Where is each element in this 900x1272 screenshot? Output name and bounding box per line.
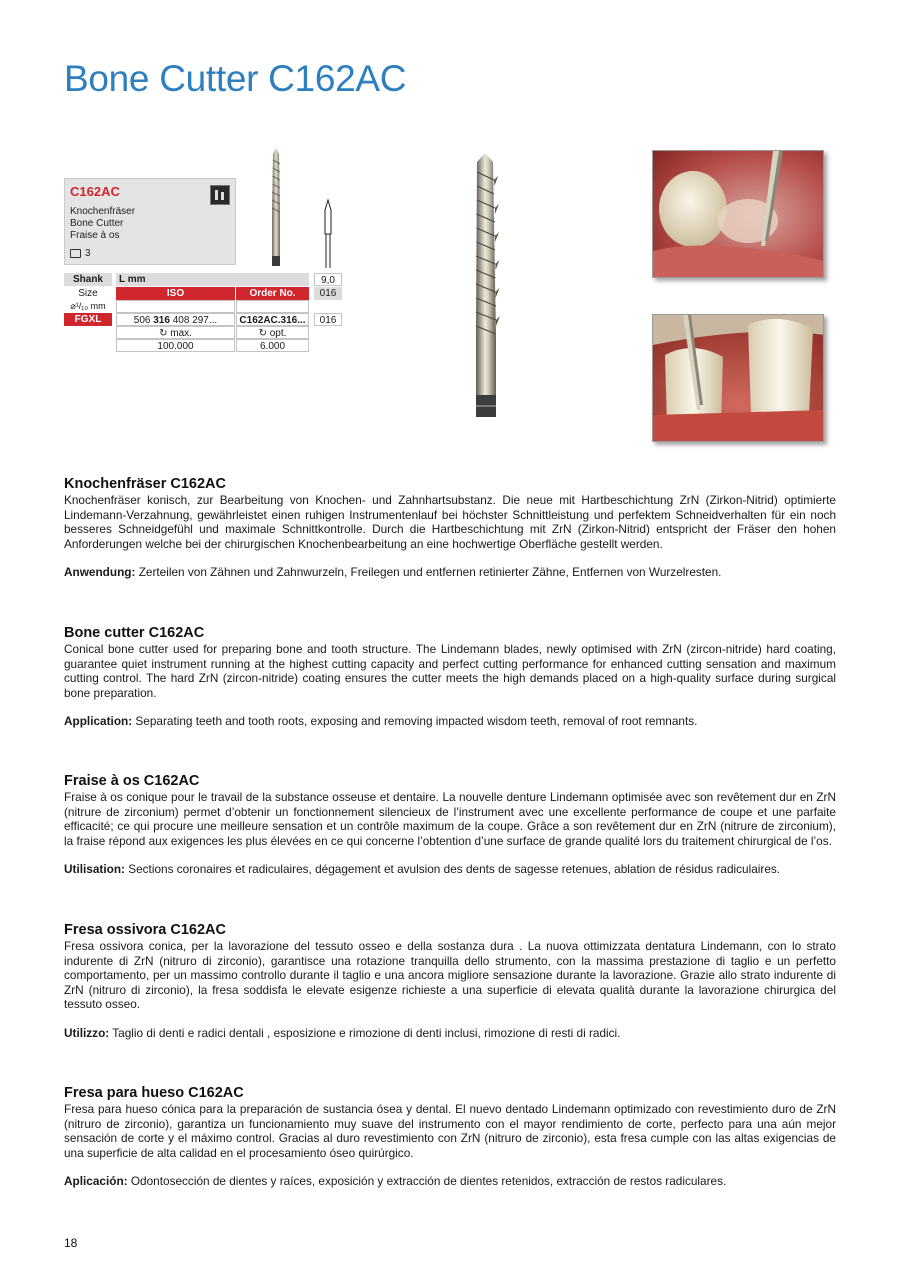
bur-image-large (460, 150, 510, 420)
product-card (64, 178, 236, 265)
section-body: Fresa para hueso cónica para la preparación de sustancia ósea y dental. El nuevo dentado Lindemann optimizado con revestimiento duro de ZrN (nitruro de zirconio), garantiza un funcionamiento muy suave del instrumento con el mayor rendimiento de corte, perfecto para una aún mejor sensación de corte y el máximo control. Gracias al duro revestimiento con ZrN (nitruro de zirconio), esta fresa cumple con las altas exigencias de una superficie de alta calidad en el procesamiento óseo quirúrgico. (64, 1102, 836, 1160)
iso-number: 506 316 408 297... (116, 313, 235, 326)
size-value: 016 (314, 287, 342, 300)
section-usage: Utilisation: Sections coronaires et radiculaires, dégagement et avulsion des dents de sagesse retenues, ablation de résidus radiculaires. (64, 862, 781, 877)
max-speed-label: ↻ max. (116, 326, 235, 339)
iso-header: ISO (116, 287, 235, 300)
product-name-en: Bone Cutter (70, 218, 124, 229)
section-usage: Aplicación: Odontosección de dientes y raíces, exposición y extracción de dientes retenidos, extracción de restos radiculares. (64, 1174, 727, 1189)
bur-image-small (264, 146, 288, 268)
section-heading: Fresa ossivora C162AC (64, 922, 226, 938)
lmm-value: 9,0 (314, 273, 342, 286)
section-body: Fraise à os conique pour le travail de la substance osseuse et dentaire. La nouvelle denture Lindemann optimisée avec son revêtement dur en ZrN (nitrure de zirconium) permet d’obtenir un fonctionnement silencieux de l’instrument avec une excellente performance de coupe et une parfaite efficacité; ce qui procure une meilleure sensation et un contrôle maximum de la coupe. Grâce a son revêtement dur en ZrN (nitrure de zirconium), la fraise répond aux exigences les plus élevées en ce qui concerne l’obtention d’une surface de grande qualité lors du traitement chirurgical de l’os. (64, 790, 836, 848)
product-name-fr: Fraise à os (70, 230, 120, 241)
section-en (64, 625, 836, 729)
bur-outline-drawing (320, 198, 336, 270)
max-speed-value: 100.000 (116, 339, 235, 352)
section-usage: Utilizzo: Taglio di denti e radici dentali , esposizione e rimozione di denti inclusi, rimozione di resti di radici. (64, 1025, 621, 1040)
section-heading: Knochenfräser C162AC (64, 476, 226, 492)
section-body: Fresa ossivora conica, per la lavorazione del tessuto osseo e della sostanza dura . La nuova ottimizzata dentatura Lindemann, con lo strato indurente di ZrN (nitruro di zirconio), garantisce una rotazione tranquilla dello strumento, con la massima prestazione di taglio e un perfetto comportamento, per un massimo controllo durante il taglio e una ancora migliore sensazione durante la lavorazione. Grazie allo strato indurente di ZrN (nitruro di zirconio), la fresa soddisfa le elevate esigenze richieste a una superficie di elevata qualità durante la lavorazione chirurgica del tessuto osseo. (64, 939, 836, 1012)
section-body: Knochenfräser konisch, zur Bearbeitung von Knochen- und Zahnhartsubstanz. Die neue mit Hartbeschichtung ZrN (Zirkon-Nitrid) optimierte Lindemann-Verzahnung, gewährleistet einen ruhigen Instrumentenlauf bei höchster Schnittleistung und perfektem Schneidverhalten für ein noch besseres Schneidgefühl und maximale Schnittkontrolle. Durch die Hartbeschichtung mit ZrN (Zirkon-Nitrid) entspricht der Fräser den hohen Anforderungen welche bei der chirurgischen Knochenbearbeitung an eine hochwertige Oberfläche gestellt werden. (64, 493, 836, 551)
package-icon (70, 249, 81, 258)
section-body: Conical bone cutter used for preparing bone and tooth structure. The Lindemann blades, newly optimised with ZrN (zircon-nitride) hard coating, guarantee quiet instrument running at the highest cutting capacity and perfect cutting performance for enhanced cutting sensation and maximum cutting control. The hard ZrN (zircon-nitride) coating ensures the cutter meets the high demands placed on a high-quality surface during surgical bone preparation. (64, 642, 836, 700)
pack-info (70, 248, 91, 259)
diameter-label: ⌀¹/₁₀ mm (70, 301, 106, 311)
section-es (64, 1085, 836, 1189)
rotation-icon: ↻ (258, 328, 267, 339)
section-de (64, 476, 836, 580)
section-usage: Application: Separating teeth and tooth roots, exposing and removing impacted wisdom teeth, removal of root remnants. (64, 714, 698, 729)
diameter-value: 016 (314, 313, 342, 326)
clinical-photo-1-image (653, 151, 824, 278)
section-fr (64, 773, 836, 877)
opt-speed-value: 6.000 (236, 339, 309, 352)
shank-type: FGXL (64, 313, 112, 326)
page-title: Bone Cutter C162AC (64, 58, 407, 99)
product-name-de: Knochenfräser (70, 206, 136, 217)
section-it (64, 922, 836, 1041)
shank-label: Shank (64, 273, 112, 286)
order-header: Order No. (236, 287, 309, 300)
size-label: Size (78, 288, 98, 299)
clinical-photo-2-image (653, 315, 824, 442)
rotation-icon: ↻ (159, 328, 168, 339)
page-number: 18 (64, 1236, 78, 1250)
product-code: C162AC (70, 184, 120, 199)
section-heading: Fresa para hueso C162AC (64, 1085, 244, 1101)
clinical-photo-1 (652, 150, 824, 278)
spec-table (64, 273, 344, 353)
manufacturer-logo-icon (210, 185, 230, 205)
opt-speed-label: ↻ opt. (236, 326, 309, 339)
order-number: C162AC.316... (236, 313, 309, 326)
section-usage: Anwendung: Zerteilen von Zähnen und Zahnwurzeln, Freilegen und entfernen retinierter Zähne, Entfernen von Wurzelresten. (64, 565, 722, 580)
section-heading: Bone cutter C162AC (64, 625, 205, 641)
lmm-label: L mm (116, 273, 309, 286)
pack-quantity: 3 (85, 248, 91, 259)
clinical-photo-2 (652, 314, 824, 442)
section-heading: Fraise à os C162AC (64, 773, 200, 789)
blank-cell (236, 300, 309, 313)
blank-cell (116, 300, 235, 313)
